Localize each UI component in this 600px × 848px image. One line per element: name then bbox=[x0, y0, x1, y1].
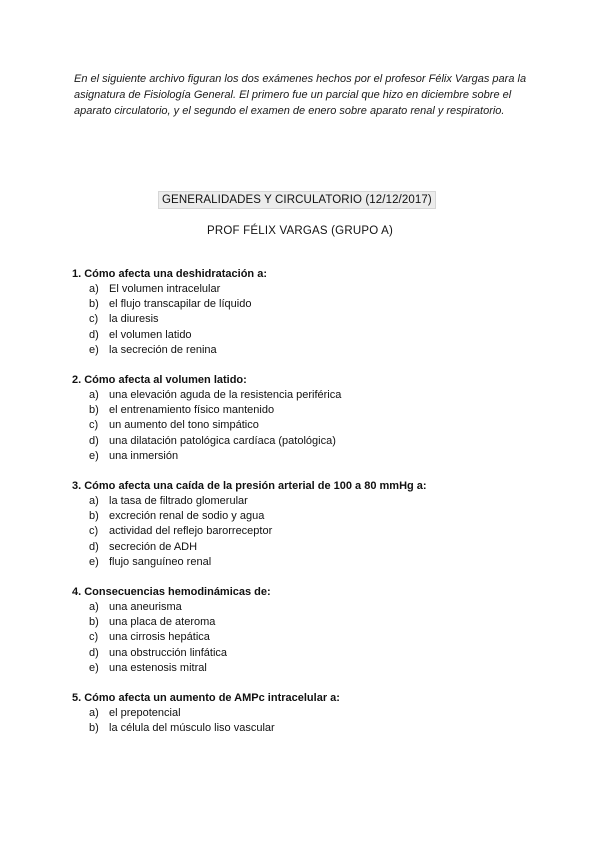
option-item bbox=[72, 509, 552, 524]
option-item bbox=[72, 312, 552, 327]
question-heading: 2. Cómo afecta al volumen latido: bbox=[72, 374, 247, 387]
option-item bbox=[72, 540, 552, 555]
question-4 bbox=[72, 585, 552, 676]
option-text: El volumen intracelular bbox=[109, 283, 221, 295]
exam-title: GENERALIDADES Y CIRCULATORIO (12/12/2017) bbox=[158, 191, 436, 209]
option-letter: a) bbox=[89, 601, 99, 614]
option-letter: b) bbox=[89, 510, 99, 523]
option-item bbox=[72, 343, 552, 358]
option-letter: c) bbox=[89, 419, 99, 432]
option-text: el volumen latido bbox=[109, 328, 192, 341]
option-item bbox=[72, 524, 552, 539]
option-text: una cirrosis hepática bbox=[109, 631, 210, 644]
option-item bbox=[72, 721, 552, 736]
option-item bbox=[72, 630, 552, 645]
option-text: el flujo transcapilar de líquido bbox=[109, 298, 252, 311]
option-text: secreción de ADH bbox=[109, 540, 198, 553]
option-text: una dilatación patológica cardíaca (patológica) bbox=[109, 434, 336, 447]
option-text: excreción renal de sodio y agua bbox=[109, 510, 265, 523]
option-text: la tasa de filtrado glomerular bbox=[109, 495, 248, 508]
question-1 bbox=[72, 267, 552, 358]
option-letter: b) bbox=[89, 298, 99, 311]
option-letter: e) bbox=[89, 555, 99, 568]
option-list bbox=[72, 282, 552, 358]
question-heading: 4. Consecuencias hemodinámicas de: bbox=[72, 586, 271, 599]
option-item bbox=[72, 646, 552, 661]
option-item bbox=[72, 403, 552, 418]
option-letter: c) bbox=[89, 525, 99, 538]
option-item bbox=[72, 494, 552, 509]
option-text: una elevación aguda de la resistencia periférica bbox=[109, 389, 342, 402]
option-list bbox=[72, 706, 552, 736]
option-list bbox=[72, 388, 552, 464]
option-text: actividad del reflejo barorreceptor bbox=[109, 525, 273, 538]
exam-subtitle: PROF FÉLIX VARGAS (GRUPO A) bbox=[206, 225, 394, 237]
option-text: la secreción de renina bbox=[109, 343, 217, 356]
option-letter: b) bbox=[89, 404, 99, 417]
option-item bbox=[72, 615, 552, 630]
option-item bbox=[72, 449, 552, 464]
option-item bbox=[72, 600, 552, 615]
option-letter: e) bbox=[89, 661, 99, 674]
option-text: flujo sanguíneo renal bbox=[109, 555, 212, 568]
option-text: la diuresis bbox=[109, 313, 159, 326]
option-letter: e) bbox=[89, 449, 99, 462]
question-2 bbox=[72, 373, 552, 464]
option-item bbox=[72, 388, 552, 403]
option-text: una placa de ateroma bbox=[109, 616, 216, 629]
option-text: una obstrucción linfática bbox=[109, 646, 228, 659]
option-text: el prepotencial bbox=[109, 707, 181, 720]
option-item bbox=[72, 555, 552, 570]
option-list bbox=[72, 494, 552, 570]
question-list bbox=[72, 267, 552, 751]
option-item bbox=[72, 661, 552, 676]
intro-paragraph: En el siguiente archivo figuran los dos exámenes hechos por el profesor Félix Vargas para la asignatura de Fisiología General. El primero fue un parcial que hizo en diciembre sobre el aparato circulatorio, y el segundo el examen de enero sobre aparato renal y respiratorio. bbox=[74, 73, 527, 117]
question-heading: 5. Cómo afecta un aumento de AMPc intracelular a: bbox=[72, 692, 340, 705]
option-letter: a) bbox=[89, 495, 99, 508]
question-5 bbox=[72, 691, 552, 736]
option-letter: b) bbox=[89, 722, 99, 735]
option-text: una aneurisma bbox=[109, 601, 182, 614]
question-heading: 3. Cómo afecta una caída de la presión arterial de 100 a 80 mmHg a: bbox=[72, 480, 427, 493]
option-text: una inmersión bbox=[109, 449, 179, 462]
option-text: un aumento del tono simpático bbox=[109, 419, 259, 432]
option-letter: e) bbox=[89, 343, 99, 356]
option-item bbox=[72, 418, 552, 433]
option-letter: d) bbox=[89, 434, 99, 447]
option-letter: d) bbox=[89, 540, 99, 553]
option-letter: d) bbox=[89, 646, 99, 659]
option-letter: a) bbox=[89, 707, 99, 720]
option-list bbox=[72, 600, 552, 676]
option-item bbox=[72, 706, 552, 721]
option-letter: d) bbox=[89, 328, 99, 341]
question-3 bbox=[72, 479, 552, 570]
option-letter: c) bbox=[89, 631, 99, 644]
option-text: el entrenamiento físico mantenido bbox=[109, 404, 275, 417]
option-item bbox=[72, 282, 552, 297]
option-text: una estenosis mitral bbox=[109, 661, 207, 674]
option-letter: b) bbox=[89, 616, 99, 629]
option-text: la célula del músculo liso vascular bbox=[109, 722, 275, 735]
option-letter: a) bbox=[89, 389, 99, 402]
option-item bbox=[72, 297, 552, 312]
option-letter: a) bbox=[89, 283, 99, 295]
option-letter: c) bbox=[89, 313, 99, 326]
question-heading: 1. Cómo afecta una deshidratación a: bbox=[72, 268, 267, 280]
option-item bbox=[72, 434, 552, 449]
option-item bbox=[72, 328, 552, 343]
